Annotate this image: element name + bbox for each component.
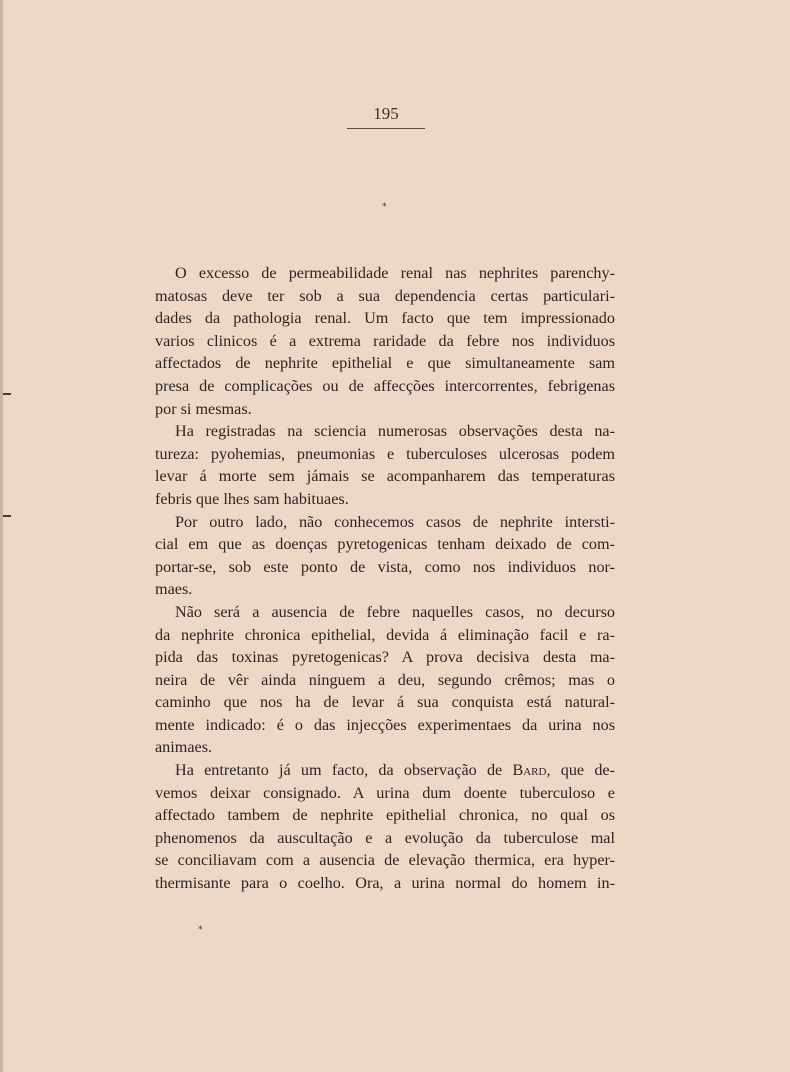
author-name: Bard xyxy=(512,761,547,780)
paragraph-4 xyxy=(155,601,615,759)
text-line: febris que lhes sam habituaes. xyxy=(155,489,349,508)
text-line: matosas deve ter sob a sua dependencia certas particulari- xyxy=(155,286,615,305)
paragraph-5 xyxy=(155,759,615,895)
text-line: animaes. xyxy=(155,738,213,757)
text-line: Não será a ausencia de febre naquelles casos, no decurso xyxy=(175,602,615,621)
bottom-asterisk-mark: * xyxy=(198,925,203,935)
left-edge-mark xyxy=(3,393,11,395)
text-line: pida das toxinas pyretogenicas? A prova decisiva desta ma- xyxy=(155,648,615,667)
text-segment: , que de- xyxy=(546,761,615,780)
text-line: caminho que nos ha de levar á sua conquista está natural- xyxy=(155,693,615,712)
text-line: varios clinicos é a extrema raridade da febre nos individuos xyxy=(155,331,615,350)
paragraph-1 xyxy=(155,262,615,420)
text-line: affectados de nephrite epithelial e que simultaneamente sam xyxy=(155,354,615,373)
top-asterisk-mark: * xyxy=(382,202,387,212)
text-line: tureza: pyohemias, pneumonias e tuberculoses ulcerosas podem xyxy=(155,444,615,463)
text-line: por si mesmas. xyxy=(155,399,252,418)
text-line: affectado tambem de nephrite epithelial chronica, no qual os xyxy=(155,806,615,825)
body-text xyxy=(155,262,615,895)
paragraph-3 xyxy=(155,511,615,601)
text-line: mente indicado: é o das injecções experimentaes da urina nos xyxy=(155,715,615,734)
text-segment: Ha entretanto já um facto, da observação de xyxy=(175,761,513,780)
text-line: neira de vêr ainda ninguem a deu, segundo crêmos; mas o xyxy=(155,670,615,689)
text-line: phenomenos da auscultação e a evolução da tuberculose mal xyxy=(155,828,615,847)
text-line xyxy=(155,759,615,782)
text-line: da nephrite chronica epithelial, devida á eliminação facil e ra- xyxy=(155,625,615,644)
text-line: se conciliavam com a ausencia de elevação thermica, era hyper- xyxy=(155,851,615,870)
text-line: Ha registradas na sciencia numerosas observações desta na- xyxy=(175,422,615,441)
text-line: portar-se, sob este ponto de vista, como nos individuos nor- xyxy=(155,557,615,576)
page-number: 195 xyxy=(373,104,399,123)
text-line: thermisante para o coelho. Ora, a urina normal do homem in- xyxy=(155,874,615,893)
text-line: dades da pathologia renal. Um facto que tem impressionado xyxy=(155,309,615,328)
paragraph-2 xyxy=(155,420,615,510)
left-edge-mark xyxy=(3,515,11,517)
text-line: cial em que as doenças pyretogenicas tenham deixado de com- xyxy=(155,535,615,554)
text-line: Por outro lado, não conhecemos casos de nephrite intersti- xyxy=(175,512,615,531)
text-line: presa de complicações ou de affecções intercorrentes, febrigenas xyxy=(155,376,615,395)
text-line: O excesso de permeabilidade renal nas nephrites parenchy- xyxy=(175,264,615,282)
text-line: vemos deixar consignado. A urina dum doente tuberculoso e xyxy=(155,783,615,802)
page-number-rule xyxy=(347,128,425,129)
text-line: maes. xyxy=(155,580,193,599)
text-line: levar á morte sem jámais se acompanharem das temperaturas xyxy=(155,467,615,486)
